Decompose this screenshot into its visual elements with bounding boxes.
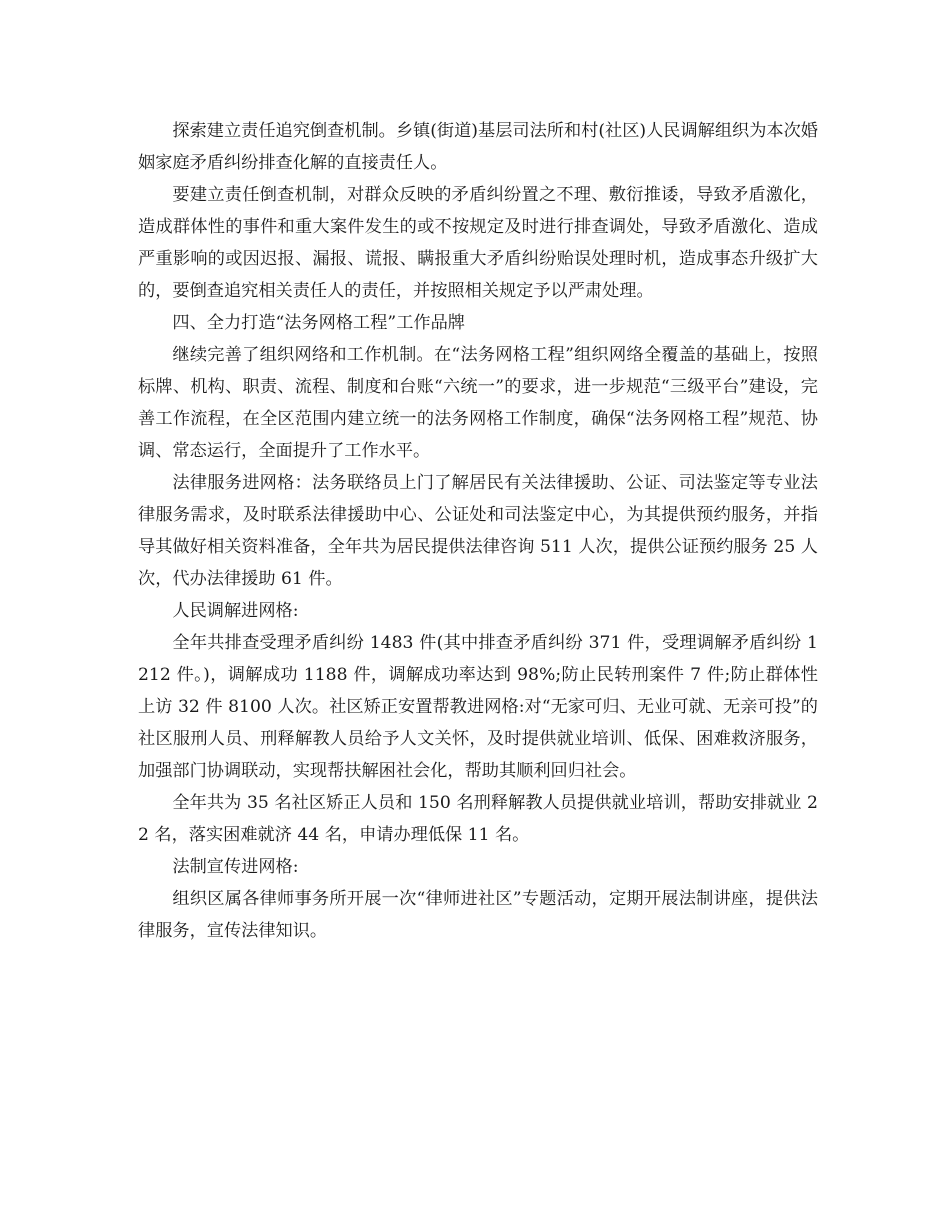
paragraph-organization-network: 继续完善了组织网络和工作机制。在“法务网格工程”组织网络全覆盖的基础上，按照标牌、机构、职责、流程、制度和台账“六统一”的要求，进一步规范“三级平台”建设，完善工作流程，在全区范围内建立统一的法务网格工作制度，确保“法务网格工程”规范、协调、常态运行，全面提升了工作水平。 — [138, 345, 818, 461]
paragraph-responsibility-mechanism: 探索建立责任追究倒查机制。乡镇(街道)基层司法所和村(社区)人民调解组织为本次婚姻家庭矛盾纠纷排查化解的直接责任人。 — [138, 121, 818, 173]
subheading-legal-publicity: 法制宣传进网格: — [172, 857, 299, 877]
paragraph-employment-training: 全年共为 35 名社区矫正人员和 150 名刑释解教人员提供就业培训，帮助安排就业 22 名，落实困难就济 44 名，申请办理低保 11 名。 — [138, 793, 818, 845]
paragraph-legal-services: 法律服务进网格：法务联络员上门了解居民有关法律援助、公证、司法鉴定等专业法律服务需求，及时联系法律援助中心、公证处和司法鉴定中心，为其提供预约服务，并指导其做好相关资料准备，全年共为居民提供法律咨询 511 人次，提供公证预约服务 25 人次，代办法律援助 61 件。 — [138, 473, 818, 589]
paragraph-lawyer-activity: 组织区属各律师事务所开展一次“律师进社区”专题活动，定期开展法制讲座，提供法律服务，宣传法律知识。 — [138, 889, 818, 941]
subheading-mediation: 人民调解进网格: — [172, 601, 299, 621]
section-heading-legal-grid: 四、全力打造“法务网格工程”工作品牌 — [172, 313, 465, 333]
document-body — [138, 115, 818, 947]
paragraph-mediation-stats: 全年共排查受理矛盾纠纷 1483 件(其中排查矛盾纠纷 371 件，受理调解矛盾纠纷 1212 件。)，调解成功 1188 件，调解成功率达到 98%;防止民转刑案件 7 件;防止群体性上访 32 件 8100 人次。社区矫正安置帮教进网格:对“无家可归、无业可就、无亲可投”的社区服刑人员、刑释解教人员给予人文关怀，及时提供就业培训、低保、困难救济服务，加强部门协调联动，实现帮扶解困社会化，帮助其顺利回归社会。 — [138, 633, 818, 781]
paragraph-accountability: 要建立责任倒查机制，对群众反映的矛盾纠纷置之不理、敷衍推诿，导致矛盾激化，造成群体性的事件和重大案件发生的或不按规定及时进行排查调处，导致矛盾激化、造成严重影响的或因迟报、漏报、谎报、瞒报重大矛盾纠纷贻误处理时机，造成事态升级扩大的，要倒查追究相关责任人的责任，并按照相关规定予以严肃处理。 — [138, 185, 818, 301]
